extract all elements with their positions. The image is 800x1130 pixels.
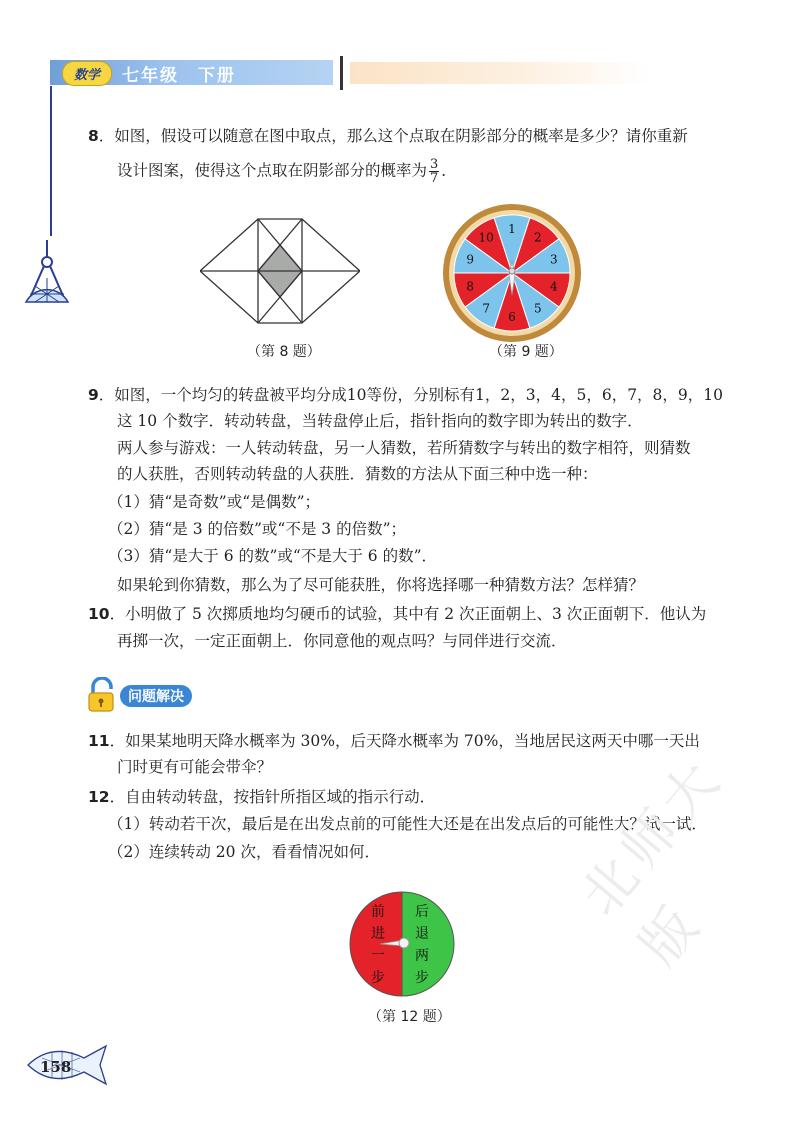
spinner-10-sections	[442, 203, 582, 343]
frac-numerator: 3	[430, 157, 439, 172]
q8-text1: ．如图，假设可以随意在图中取点，那么这个点取在阴影部分的概率是多少？请你重新	[98, 127, 688, 145]
q8-fraction	[429, 158, 439, 185]
q9-option3: （3）猜“是大于 6 的数”或“不是大于 6 的数”．	[108, 547, 437, 565]
spinner-right-char-1: 后	[415, 904, 429, 920]
spinner-label-2: 2	[534, 230, 542, 245]
q12-text1: ．自由转动转盘，按指针所指区域的指示行动．	[109, 788, 436, 806]
q9-line3: 两人参与游戏：一人转动转盘，另一人猜数，若所猜数字与转出的数字相符，则猜数	[117, 439, 691, 457]
header-fade	[350, 62, 650, 84]
figure-9-caption: （第 9 题）	[489, 344, 563, 360]
spinner-label-6: 6	[508, 310, 516, 324]
spinner-label-4: 4	[550, 279, 558, 294]
spinner-label-8: 8	[466, 279, 474, 294]
spinner-label-5: 5	[534, 301, 542, 316]
q9-line1	[88, 383, 723, 407]
q8-line1	[88, 124, 688, 148]
q11-line1	[88, 729, 700, 753]
subject-badge: 数学	[62, 61, 112, 86]
spinner-right-char-2: 退	[415, 926, 429, 942]
q10-line1	[88, 602, 706, 626]
q10-line2: 再掷一次，一定正面朝上．你同意他的观点吗？与同伴进行交流．	[117, 632, 567, 650]
page-number: 158	[40, 1058, 72, 1076]
spinner-label-7: 7	[482, 301, 490, 316]
spinner-left-char-2: 进	[371, 926, 385, 942]
q9-number: 9	[88, 386, 99, 404]
q11-line2: 门时更有可能会带伞？	[117, 758, 273, 776]
spinner-hub	[399, 938, 409, 948]
compass-icon	[20, 240, 74, 310]
q9-line-final: 如果轮到你猜数，那么为了尽可能获胜，你将选择哪一种猜数方法？怎样猜？	[117, 576, 645, 594]
frac-denominator: 7	[430, 171, 439, 186]
spinner-label-10: 10	[478, 230, 494, 245]
section-title-problem-solving: 问题解决	[120, 685, 192, 707]
q8-text3: ．	[441, 161, 457, 180]
q8-number: 8	[88, 127, 99, 145]
header-title: 七年级 下册	[122, 66, 236, 86]
q9-option1: （1）猜“是奇数”或“是偶数”；	[108, 493, 321, 511]
spinner-right-char-4: 步	[415, 970, 429, 986]
spinner-left-char-1: 前	[371, 904, 385, 920]
figure-12-caption: （第 12 题）	[368, 1009, 451, 1025]
q11-number: 11	[88, 732, 110, 750]
spinner-label-1: 1	[508, 222, 516, 236]
q12-sub2: （2）连续转动 20 次，看看情况如何．	[108, 843, 380, 861]
q8-text2: 设计图案，使得这个点取在阴影部分的概率为	[117, 161, 428, 180]
q11-text1: ．如果某地明天降水概率为 30%，后天降水概率为 70%，当地居民这两天中哪一天出	[109, 732, 700, 750]
q9-line2: 这 10 个数字．转动转盘，当转盘停止后，指针指向的数字即为转出的数字．	[117, 412, 643, 430]
q12-number: 12	[88, 788, 110, 806]
q10-text1: ．小明做了 5 次掷质地均匀硬币的试验，其中有 2 次正面朝上、3 次正面朝下．他认为	[109, 605, 707, 623]
spinner-hub	[509, 268, 515, 274]
q8-line2	[117, 158, 457, 185]
q10-number: 10	[88, 605, 110, 623]
q9-option2: （2）猜“是 3 的倍数”或“不是 3 的倍数”；	[108, 520, 406, 538]
spinner-right-char-3: 两	[415, 948, 429, 964]
spinner-label-9: 9	[466, 252, 474, 267]
spinner-label-3: 3	[550, 252, 558, 267]
spinner-left-char-3: 一	[371, 948, 385, 964]
q12-line1	[88, 785, 435, 809]
figure-8-caption: （第 8 题）	[247, 344, 321, 360]
spinner-two-sections	[346, 890, 458, 998]
q9-text: ．如图，一个均匀的转盘被平均分成10等份，分别标有1，2，3，4，5，6，7，8，9，10	[98, 386, 723, 404]
header-separator	[340, 56, 343, 90]
spinner-left-char-4: 步	[371, 970, 385, 986]
margin-rule	[50, 86, 52, 236]
q12-sub1: （1）转动若干次，最后是在出发点前的可能性大还是在出发点后的可能性大？试一试．	[108, 815, 707, 833]
watermark: 北师大版	[568, 744, 737, 978]
q9-line4: 的人获胜，否则转动转盘的人获胜．猜数的方法从下面三种中选一种：	[117, 465, 598, 483]
unlock-icon	[85, 677, 119, 713]
figure-8-diagram	[200, 212, 360, 330]
